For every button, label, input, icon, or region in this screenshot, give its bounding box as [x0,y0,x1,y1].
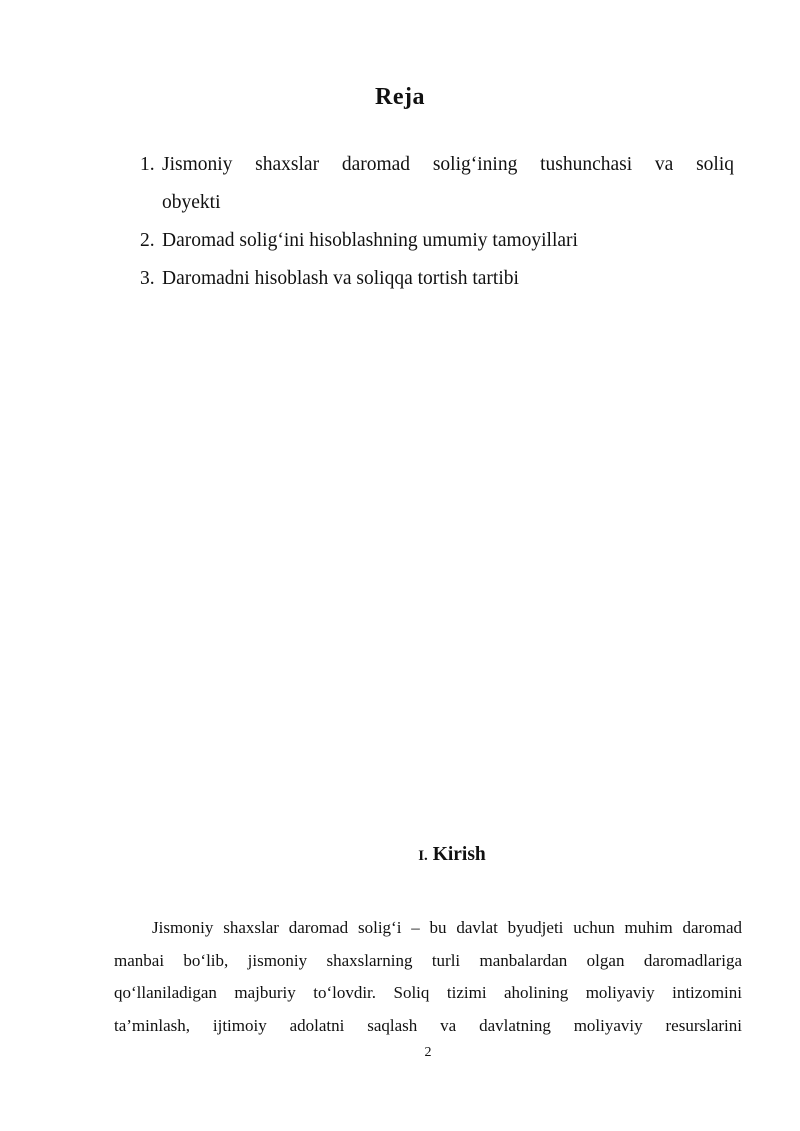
intro-paragraph [114,912,742,1042]
section-roman-numeral: I. [418,848,428,864]
paragraph-line: manbai bo‘lib, jismoniy shaxslarning turli manbalardan olgan daromadlariga [114,950,742,970]
paragraph-line: Jismoniy shaxslar daromad solig‘i – bu davlat byudjeti uchun muhim daromad [152,918,742,937]
plan-item-text-line2: obyekti [162,192,221,213]
plan-item-text: Daromad solig‘ini hisoblashning umumiy tamoyillari [162,230,578,251]
plan-item-text-line1: Jismoniy shaxslar daromad solig‘ining tushunchasi va soliq [162,154,734,175]
plan-item-1 [140,146,734,222]
plan-list [140,146,734,298]
section-title-text: Kirish [432,844,486,865]
plan-item-text: Daromadni hisoblash va soliqqa tortish tartibi [162,268,519,289]
plan-item-2 [140,222,734,260]
plan-item-3 [140,260,734,298]
plan-item-number: 2. [140,230,155,251]
plan-title: Reja [375,84,425,110]
page-number: 2 [424,1045,432,1060]
paragraph-line: qo‘llaniladigan majburiy to‘lovdir. Soliq tizimi aholining moliyaviy intizomini [114,983,742,1003]
plan-item-number: 3. [140,268,155,289]
paragraph-line: ta’minlash, ijtimoiy adolatni saqlash va davlatning moliyaviy resurslarini [114,1015,742,1035]
plan-item-number: 1. [140,154,155,175]
section-heading [104,844,800,866]
